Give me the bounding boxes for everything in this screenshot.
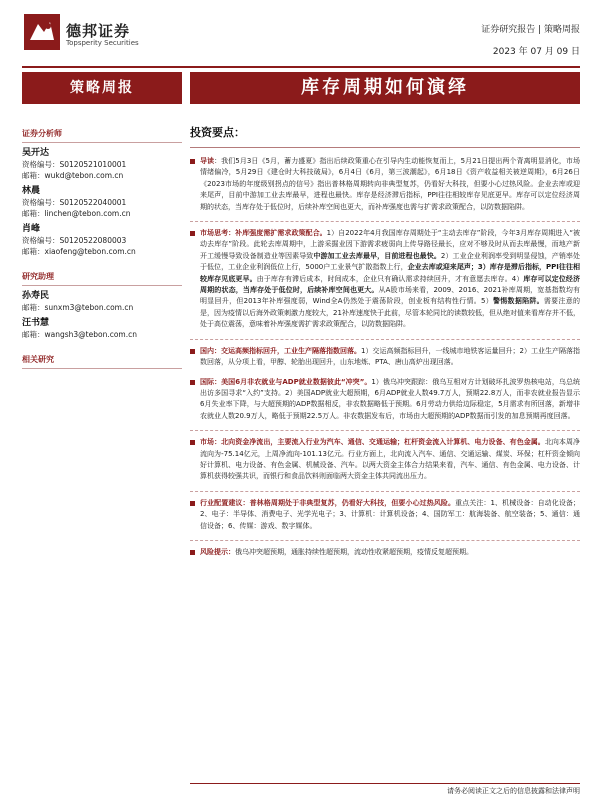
- sidebar: [22, 110, 182, 369]
- bullet-text: 俄乌冲突超预期，通胀持续性超预期，流动性收紧超预期，疫情反复超预期。: [235, 547, 473, 556]
- assistant: [22, 317, 182, 340]
- bullet-text: 2）工业企业利润率受到明显侵蚀，产销率处于低位，工业企业利润低位上行，5000户工业景气扩散指数上行，: [200, 251, 581, 272]
- analyst-section-title: 证券分析师: [22, 122, 182, 143]
- assistant-name: 孙寿民: [22, 291, 50, 301]
- analyst: [22, 185, 182, 219]
- analyst-name: 肖峰: [22, 224, 41, 234]
- brand-name-cn: 德邦证券: [66, 22, 131, 40]
- bullet-lead: 市场：北向资金净流出，主要流入行业为汽车、通信、交通运输；杠杆资金流入计算机、电力设备、有色金属。: [200, 438, 545, 447]
- bullet-lead: 国际：美国6月非农就业与ADP就业数据彼此“冲突”。: [200, 377, 372, 386]
- analyst-cert: 资格编号：S0120522040001: [22, 198, 127, 207]
- footer-divider: [190, 783, 580, 784]
- report-date: 2023 年 07 月 09 日: [492, 47, 580, 57]
- bullet-text: 重点关注：1、机械设备：自动化设备；2、电子：半导体、消费电子、光学光电子；3、计算机：计算机设备；4、国防军工：航海装备、航空装备；5、通信：通信设备；6、传媒：游戏、数字媒体。: [200, 498, 581, 530]
- footer-disclaimer: 请务必阅读正文之后的信息披露和法律声明: [447, 787, 580, 795]
- bullet-text: 1）交运高频指标回升，一线城市地铁客运量回升；2）工业生产隔落指数回落，从分项上看，甲醇、轮胎出现回升，山东地炼、PTA、唐山高炉出现回落。: [200, 346, 580, 367]
- assistant-name: 汪书慧: [22, 318, 50, 328]
- analyst: [22, 223, 182, 257]
- bullet-text: 需要注意的是，因为疫情以后海外政策刺激力度较大，21补库速度快于此前，尽管本轮同比的读数较低，但从绝对值来看库存并不低，处于高位震荡，意味着补库强度需扩需求政策配合，以防数据陷阱。: [200, 297, 580, 329]
- analyst-cert: 资格编号：S0120521010001: [22, 160, 127, 169]
- analyst: [22, 147, 182, 181]
- bullet-emphasis: 企业去库或迎来尾声；3）库存是滞后指标，PPI往往相较库存见底更早。: [200, 263, 580, 283]
- bullet-text: 从A股市场来看，2009、2016、2021补库周期，宽基指数均有明显回升，但2013年补库强度弱，Wind全A仍然处于震荡阶段，创业板有结构性行情。5）: [200, 286, 581, 306]
- bullet-emphasis: 警惕数据陷阱。: [493, 297, 544, 306]
- analyst-name: 吴开达: [22, 148, 50, 158]
- assistant-section-title: 研究助理: [22, 265, 182, 286]
- brand-logo: [24, 14, 164, 54]
- summary-title: 投资要点：: [190, 126, 245, 139]
- analyst-cert: 资格编号：S0120522080003: [22, 236, 127, 245]
- bullet-text: ：我们5月3日《5月，蓄力盛夏》指出后续政策重心在引导内生动能恢复而上，5月21日提出两个背离明显消化，市场情绪偏冷，5月29日《建仓时大科技破局》，6月4日《6月，第三波潮起》，6月18日《资产收益相关被逆周期》，6月26日《2023市场的年度级别拐点的信号》指出普林格周期转向非典型复苏，仍看好大科技，但要小心过热风险。企业去库或迎来尾声，目前中游加工业去库最早，进程也最快。库存是经济滞后指标，PPI往往相较库存见底更早。库存可以定位经济周期的状态，当库存处于低位时，后续补库空间也更大，而补库强度也需与扩需求政策配合，以防数据陷阱。: [200, 157, 580, 211]
- bullet-emphasis: 库存可以定位经济周期的状态，当库存处于低位时，后续补库空间也更大。: [200, 274, 581, 295]
- assistant-email: 邮箱：wangsh3@tebon.com.cn: [22, 330, 137, 339]
- bullet-lead: 国内：交运高频指标回升，工业生产隔落指数回落。: [200, 346, 362, 355]
- summary-header: [190, 110, 580, 148]
- header-divider: [22, 66, 580, 68]
- column-title: 策略周报: [22, 72, 182, 104]
- bullet-text: 北向本周净流向为-75.14亿元，上周净流向-101.13亿元。行业方面上，北向流入汽车、通信、交通运输、煤炭、环保；杠杆资金倾向好计算机、电力设备、有色金属、机械设备、汽车。以两大资金主体合力结果来看，汽车、通信、有色金属、电力设备、计算机获得较强共识，而银行和食品饮料则面临两大资金主体共同流出压力。: [200, 438, 581, 481]
- bullet-lead: 市场思考：补库强度需扩需求政策配合。: [200, 229, 327, 238]
- bullet-market-thinking: [190, 221, 580, 331]
- bullet-text: 1）自2022年4月我国库存周期处于“主动去库存”阶段，今年3月库存周期进入“被动去库存”阶段。此轮去库周期中，上游采掘业因下游需求疲弱向上传导路径最长，应对不够及时从而去库最慢，而地产新开工缓慢导致设备制造业等因素导致: [200, 229, 581, 260]
- bullet-lead: 风险提示：: [200, 547, 235, 556]
- bullet-market: [190, 430, 580, 483]
- company-logo-icon: [24, 14, 60, 50]
- analyst-email: 邮箱：wukd@tebon.com.cn: [22, 171, 124, 180]
- bullet-industry: [190, 491, 580, 532]
- assistant-email: 邮箱：sunxm3@tebon.com.cn: [22, 303, 134, 312]
- bullet-risk: [190, 540, 580, 558]
- analyst-email: 邮箱：xiaofeng@tebon.com.cn: [22, 247, 136, 256]
- bullet-text: 由于库存有滞后成本，时间成本，企业只有确认需求持续回升，才有意愿去库存。4）: [256, 274, 524, 283]
- bullet-emphasis: 中游加工业去库最早，目前进程也最快。: [313, 251, 441, 260]
- analyst-email: 邮箱：linchen@tebon.com.cn: [22, 209, 131, 218]
- bullet-lead: 行业配置建议：普林格周期处于非典型复苏，仍看好大科技，但要小心过热风险。: [200, 498, 456, 507]
- analyst-name: 林晨: [22, 186, 41, 196]
- related-research-title: 相关研究: [22, 348, 182, 369]
- bullet-international: [190, 377, 580, 423]
- main-content: [190, 148, 580, 558]
- report-type: 证券研究报告 | 策略周报: [481, 25, 580, 35]
- bullet-text: 1）俄乌冲突跟踪：俄乌互相对方计划破坏扎波罗热核电站，乌总统出访多国寻求“入约”支持。2）美国ADP就业大超预期，6月ADP就业人数49.7万人，预期22.8万人，而非农就业报告显示6月失业率下降，与大超预期的ADP数据相反，非农数据略低于预期。6月劳动力供给边际稳定，5月需求有所回落，新增非农就业人数20.9万人，略低于预期22.5万人。非农数据发布后，市场由大超预期的ADP数据而引发的加息预期再度回落。: [200, 377, 580, 420]
- bullet-intro: [190, 156, 580, 213]
- bullet-lead: 导读: [200, 157, 215, 165]
- brand-name-en: Topsperity Securities: [66, 39, 139, 47]
- bullet-domestic: [190, 339, 580, 369]
- report-title: 库存周期如何演绎: [190, 72, 580, 104]
- assistant: [22, 290, 182, 313]
